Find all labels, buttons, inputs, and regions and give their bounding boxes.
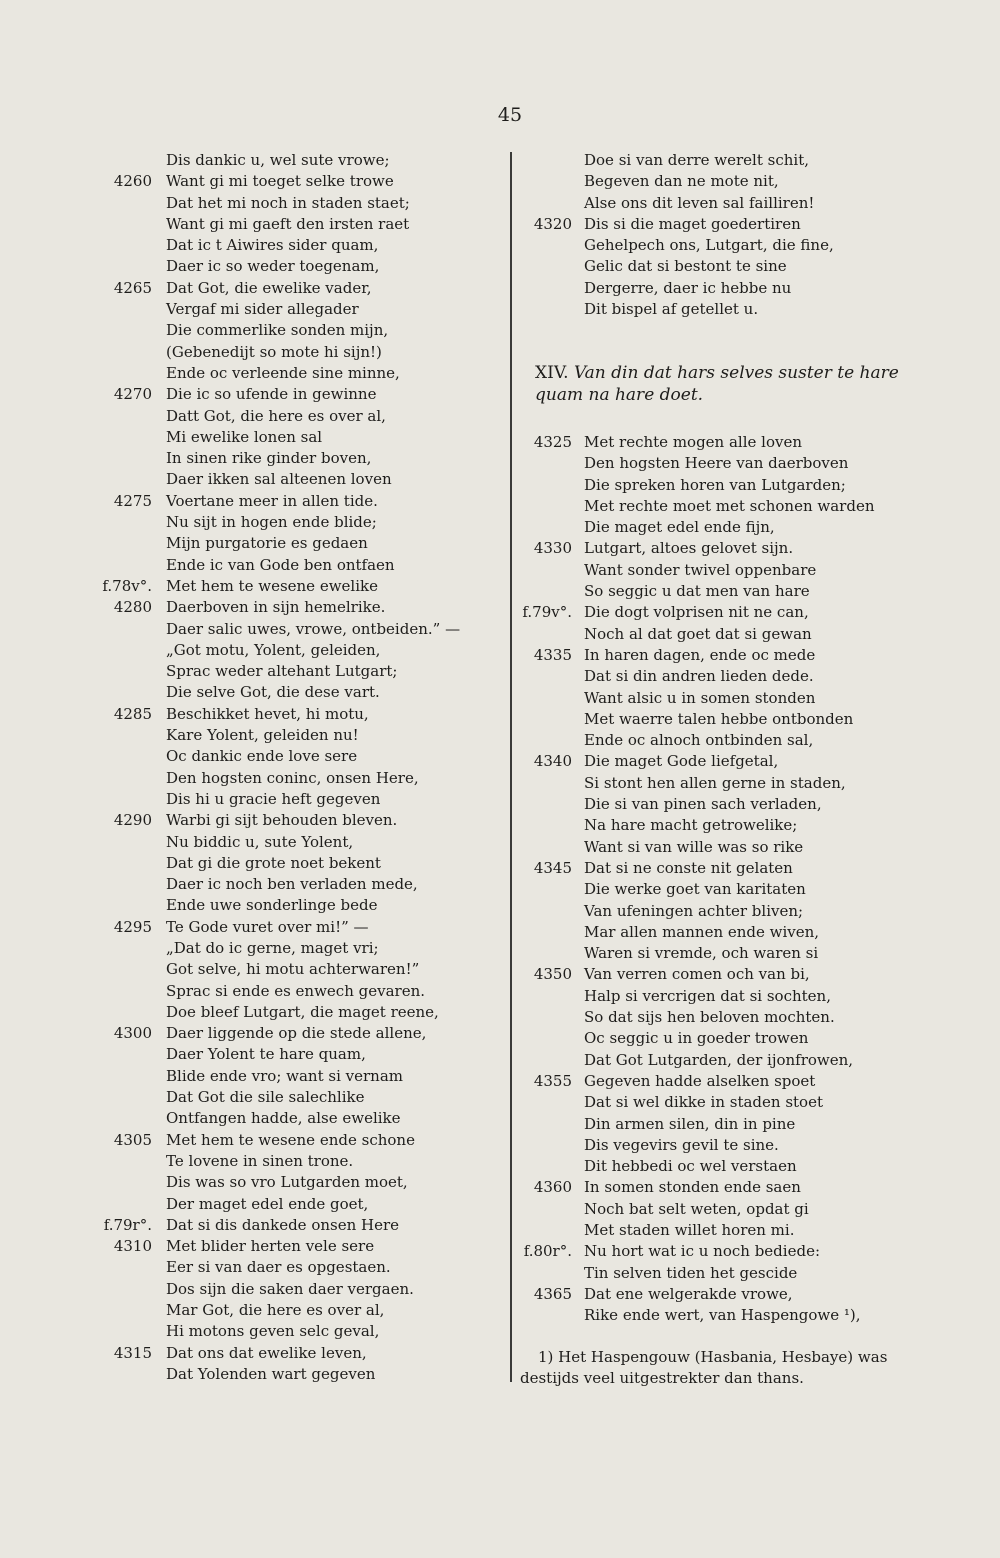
- verse-line: [520, 901, 920, 922]
- verse-text: Ende oc verleende sine minne,: [166, 363, 400, 382]
- verse-line: [100, 469, 490, 490]
- line-number: 4280: [113, 598, 152, 617]
- verse-line: [100, 1066, 490, 1087]
- verse-text: Met blider herten vele sere: [166, 1237, 375, 1256]
- verse-text: Dergerre, daer ic hebbe nu: [584, 278, 792, 297]
- verse-text: Dis hi u gracie heft gegeven: [166, 789, 381, 808]
- verse-line: [520, 1071, 920, 1092]
- verse-line: [520, 517, 920, 538]
- verse-text: Dat ic t Aiwires sider quam,: [166, 236, 379, 255]
- verse-text: Die spreken horen van Lutgarden;: [584, 475, 846, 494]
- verse-line: [100, 810, 490, 831]
- verse-line: [520, 688, 920, 709]
- verse-line: [100, 1300, 490, 1321]
- verse-text: Dit bispel af getellet u.: [584, 300, 759, 319]
- verse-line: [520, 837, 920, 858]
- verse-line: [100, 491, 490, 512]
- verse-text: Met hem te wesene ewelike: [166, 576, 378, 595]
- line-number: 4360: [533, 1178, 572, 1197]
- verse-line: [100, 150, 490, 171]
- verse-text: Blide ende vro; want si vernam: [166, 1066, 403, 1085]
- verse-line: [100, 938, 490, 959]
- verse-text: Oc dankic ende love sere: [166, 747, 358, 766]
- line-number: 4345: [533, 858, 572, 877]
- verse-text: Met waerre talen hebbe ontbonden: [584, 709, 854, 728]
- verse-line: [520, 602, 920, 623]
- verse-line: [100, 448, 490, 469]
- verse-text: Doe bleef Lutgart, die maget reene,: [166, 1002, 439, 1021]
- verse-text: Die si van pinen sach verladen,: [584, 795, 822, 814]
- verse-text: In haren dagen, ende oc mede: [584, 645, 816, 664]
- verse-text: Begeven dan ne mote nit,: [584, 172, 779, 191]
- verse-text: Den hogsten coninc, onsen Here,: [166, 768, 419, 787]
- verse-text: Want gi mi gaeft den irsten raet: [166, 214, 410, 233]
- verse-text: (Gebenedijt so mote hi sijn!): [166, 342, 382, 361]
- verse-line: [520, 475, 920, 496]
- verse-line: [520, 496, 920, 517]
- verse-line: [520, 794, 920, 815]
- line-number: 4320: [533, 214, 572, 233]
- line-number: 4300: [113, 1024, 152, 1043]
- verse-text: Daer ic so weder toegenam,: [166, 257, 380, 276]
- line-number: 4330: [533, 539, 572, 558]
- verse-line: [100, 1130, 490, 1151]
- verse-text: So dat sijs hen beloven mochten.: [584, 1008, 835, 1027]
- verse-text: Want alsic u in somen stonden: [584, 688, 816, 707]
- verse-text: Dat het mi noch in staden staet;: [166, 193, 410, 212]
- verse-text: Mijn purgatorie es gedaen: [166, 534, 368, 553]
- verse-line: [520, 453, 920, 474]
- verse-line: [520, 751, 920, 772]
- verse-text: Met staden willet horen mi.: [584, 1220, 795, 1239]
- verse-text: Dis was so vro Lutgarden moet,: [166, 1173, 408, 1192]
- verse-line: [520, 666, 920, 687]
- verse-line: [100, 1044, 490, 1065]
- verse-text: Dat Yolenden wart gegeven: [166, 1364, 376, 1383]
- verse-line: [520, 986, 920, 1007]
- verse-text: Met hem te wesene ende schone: [166, 1130, 415, 1149]
- verse-line: [100, 193, 490, 214]
- verse-text: Dat ons dat ewelike leven,: [166, 1343, 367, 1362]
- verse-text: Die dogt volprisen nit ne can,: [584, 603, 809, 622]
- verse-line: [100, 1172, 490, 1193]
- verse-line: [520, 193, 920, 214]
- verse-line: [520, 943, 920, 964]
- verse-line: [100, 981, 490, 1002]
- verse-text: Nu sijt in hogen ende blide;: [166, 513, 377, 532]
- verse-text: Met rechte moet met schonen warden: [584, 496, 875, 515]
- verse-line: [520, 1007, 920, 1028]
- verse-line: [520, 1284, 920, 1305]
- verse-text: Gegeven hadde alselken spoet: [584, 1071, 816, 1090]
- verse-line: [100, 640, 490, 661]
- verse-text: Alse ons dit leven sal failliren!: [584, 193, 815, 212]
- verse-text: Gehelpech ons, Lutgart, die fine,: [584, 236, 834, 255]
- verse-line: [100, 704, 490, 725]
- verse-line: [100, 1151, 490, 1172]
- verse-line: [100, 256, 490, 277]
- verse-line: [100, 1257, 490, 1278]
- verse-text: Dos sijn die saken daer vergaen.: [166, 1279, 414, 1298]
- verse-text: Te Gode vuret over mi!” —: [166, 917, 369, 936]
- line-number: 4355: [533, 1071, 572, 1090]
- verse-text: Die ic so ufende in gewinne: [166, 385, 377, 404]
- verse-line: [520, 964, 920, 985]
- verse-line: [100, 342, 490, 363]
- verse-line: [520, 1114, 920, 1135]
- verse-line: [100, 1194, 490, 1215]
- verse-line: [520, 1220, 920, 1241]
- verse-line: [520, 879, 920, 900]
- verse-text: Dat si wel dikke in staden stoet: [584, 1093, 823, 1112]
- verse-text: Din armen silen, din in pine: [584, 1114, 796, 1133]
- verse-line: [520, 645, 920, 666]
- verse-text: Warbi gi sijt behouden bleven.: [166, 811, 398, 830]
- verse-line: [100, 1215, 490, 1236]
- verse-text: Daer Yolent te hare quam,: [166, 1045, 366, 1064]
- verse-text: Voertane meer in allen tide.: [166, 491, 378, 510]
- verse-text: Noch al dat goet dat si gewan: [584, 624, 812, 643]
- verse-line: [100, 1364, 490, 1385]
- section-numeral: XIV.: [535, 363, 569, 383]
- verse-text: Na hare macht getrowelike;: [584, 816, 798, 835]
- verse-text: Hi motons geven selc geval,: [166, 1322, 380, 1341]
- verse-text: Kare Yolent, geleiden nu!: [166, 726, 359, 745]
- verse-text: Die maget Gode liefgetal,: [584, 752, 779, 771]
- page-number: 45: [497, 104, 523, 126]
- verse-line: [520, 624, 920, 645]
- verse-line: [100, 874, 490, 895]
- verse-line: [100, 895, 490, 916]
- verse-line: [100, 1236, 490, 1257]
- verse-line: [100, 619, 490, 640]
- verse-line: [520, 1177, 920, 1198]
- verse-line: [520, 922, 920, 943]
- verse-text: Noch bat selt weten, opdat gi: [584, 1199, 809, 1218]
- right-verse-column-bottom: [520, 432, 920, 1326]
- verse-line: [100, 1279, 490, 1300]
- verse-text: Dat Got Lutgarden, der ijonfrowen,: [584, 1050, 854, 1069]
- verse-line: [100, 725, 490, 746]
- verse-line: [520, 1050, 920, 1071]
- verse-text: Den hogsten Heere van daerboven: [584, 454, 849, 473]
- verse-text: Dat si dis dankede onsen Here: [166, 1215, 400, 1234]
- verse-line: [520, 581, 920, 602]
- section-title: Van din dat hars selves suster te hare quam na hare doet.: [535, 363, 899, 405]
- verse-text: Got selve, hi motu achterwaren!”: [166, 960, 420, 979]
- verse-text: Mi ewelike lonen sal: [166, 427, 323, 446]
- line-number: 4260: [113, 172, 152, 191]
- verse-line: [100, 789, 490, 810]
- verse-text: Dat Got die sile salechlike: [166, 1088, 365, 1107]
- line-number: 4350: [533, 965, 572, 984]
- verse-text: Datt Got, die here es over al,: [166, 406, 386, 425]
- verse-text: Halp si vercrigen dat si sochten,: [584, 986, 831, 1005]
- verse-text: Daer ic noch ben verladen mede,: [166, 875, 418, 894]
- verse-text: Sprac si ende es enwech gevaren.: [166, 981, 426, 1000]
- verse-text: Ontfangen hadde, alse ewelike: [166, 1109, 401, 1128]
- verse-text: Dis vegevirs gevil te sine.: [584, 1135, 779, 1154]
- line-number: f.79r°.: [103, 1215, 152, 1234]
- line-number: 4265: [113, 278, 152, 297]
- verse-line: [100, 1321, 490, 1342]
- verse-text: Daer liggende op die stede allene,: [166, 1024, 427, 1043]
- line-number: 4310: [113, 1237, 152, 1256]
- verse-text: Mar allen mannen ende wiven,: [584, 922, 820, 941]
- line-number: 4325: [533, 433, 572, 451]
- verse-text: Dat Got, die ewelike vader,: [166, 278, 372, 297]
- line-number: 4340: [533, 752, 572, 771]
- verse-line: [520, 1092, 920, 1113]
- verse-line: [100, 235, 490, 256]
- line-number: 4295: [113, 917, 152, 936]
- verse-line: [520, 150, 920, 171]
- verse-text: Nu biddic u, sute Yolent,: [166, 832, 354, 851]
- verse-line: [100, 406, 490, 427]
- verse-line: [520, 1263, 920, 1284]
- footnote-line: destijds veel uitgestrekter dan thans.: [520, 1369, 804, 1387]
- verse-text: Gelic dat si bestont te sine: [584, 257, 787, 276]
- verse-line: [100, 959, 490, 980]
- verse-line: [100, 171, 490, 192]
- verse-text: Tin selven tiden het gescide: [584, 1263, 798, 1282]
- verse-line: [100, 832, 490, 853]
- verse-line: [520, 432, 920, 453]
- verse-text: Sprac weder altehant Lutgart;: [166, 662, 398, 681]
- right-verse-column-top: [520, 150, 920, 320]
- verse-line: [520, 709, 920, 730]
- verse-line: [520, 1156, 920, 1177]
- line-number: f.80r°.: [523, 1242, 572, 1261]
- line-number: 4285: [113, 704, 152, 723]
- verse-text: Daerboven in sijn hemelrike.: [166, 598, 386, 617]
- verse-text: „Dat do ic gerne, maget vri;: [166, 938, 379, 957]
- verse-line: [100, 214, 490, 235]
- verse-text: Lutgart, altoes gelovet sijn.: [584, 539, 794, 558]
- verse-line: [100, 320, 490, 341]
- verse-line: [100, 682, 490, 703]
- verse-text: Dat gi die grote noet bekent: [166, 853, 381, 872]
- verse-text: Die commerlike sonden mijn,: [166, 321, 389, 340]
- verse-text: Si stont hen allen gerne in staden,: [584, 773, 846, 792]
- verse-line: [520, 730, 920, 751]
- verse-line: [520, 858, 920, 879]
- verse-text: Want gi mi toeget selke trowe: [166, 172, 394, 191]
- verse-text: Mar Got, die here es over al,: [166, 1301, 385, 1320]
- verse-text: Die werke goet van karitaten: [584, 880, 806, 899]
- verse-line: [100, 597, 490, 618]
- verse-text: In somen stonden ende saen: [584, 1178, 801, 1197]
- verse-text: Daer salic uwes, vrowe, ontbeiden.” —: [166, 619, 461, 638]
- verse-line: [100, 1002, 490, 1023]
- section-heading: [535, 362, 905, 406]
- verse-line: [100, 1023, 490, 1044]
- verse-text: Met rechte mogen alle loven: [584, 433, 802, 451]
- verse-line: [520, 299, 920, 320]
- verse-text: Rike ende wert, van Haspengowe ¹),: [584, 1306, 861, 1325]
- verse-text: Van ufeningen achter bliven;: [584, 901, 804, 920]
- verse-text: Die maget edel ende fijn,: [584, 518, 775, 537]
- verse-text: Oc seggic u in goeder trowen: [584, 1029, 809, 1048]
- verse-line: [100, 576, 490, 597]
- verse-line: [520, 1135, 920, 1156]
- verse-text: Want si van wille was so rike: [584, 837, 804, 856]
- column-divider: [510, 152, 512, 1382]
- verse-text: Beschikket hevet, hi motu,: [166, 704, 369, 723]
- verse-text: Ende oc alnoch ontbinden sal,: [584, 731, 814, 750]
- verse-line: [100, 278, 490, 299]
- verse-text: Ende uwe sonderlinge bede: [166, 896, 378, 915]
- verse-text: Want sonder twivel oppenbare: [584, 560, 817, 579]
- line-number: 4315: [113, 1343, 152, 1362]
- verse-line: [520, 560, 920, 581]
- verse-text: Dat ene welgerakde vrowe,: [584, 1284, 793, 1303]
- verse-line: [520, 1305, 920, 1326]
- verse-text: Daer ikken sal alteenen loven: [166, 470, 392, 489]
- verse-line: [100, 768, 490, 789]
- verse-line: [520, 1199, 920, 1220]
- line-number: 4305: [113, 1130, 152, 1149]
- verse-text: Van verren comen och van bi,: [584, 965, 810, 984]
- verse-line: [100, 746, 490, 767]
- line-number: 4365: [533, 1284, 572, 1303]
- verse-text: Waren si vremde, och waren si: [584, 944, 819, 963]
- verse-text: Die selve Got, die dese vart.: [166, 683, 380, 702]
- verse-line: [100, 427, 490, 448]
- verse-line: [100, 917, 490, 938]
- verse-text: So seggic u dat men van hare: [584, 582, 810, 601]
- line-number: f.78v°.: [102, 576, 152, 595]
- footnote: [520, 1347, 900, 1389]
- verse-text: Dis si die maget goedertiren: [584, 214, 801, 233]
- verse-line: [520, 171, 920, 192]
- verse-line: [520, 235, 920, 256]
- verse-text: Dat si din andren lieden dede.: [584, 667, 814, 686]
- verse-text: Eer si van daer es opgestaen.: [166, 1258, 391, 1277]
- verse-line: [100, 661, 490, 682]
- verse-line: [100, 1343, 490, 1364]
- verse-line: [520, 1241, 920, 1262]
- line-number: f.79v°.: [522, 603, 572, 622]
- verse-line: [100, 853, 490, 874]
- verse-line: [520, 773, 920, 794]
- verse-text: Dat si ne conste nit gelaten: [584, 858, 793, 877]
- verse-line: [100, 533, 490, 554]
- verse-line: [100, 555, 490, 576]
- line-number: 4275: [113, 491, 152, 510]
- verse-line: [520, 538, 920, 559]
- verse-line: [520, 815, 920, 836]
- verse-text: Vergaf mi sider allegader: [166, 300, 359, 319]
- verse-line: [520, 256, 920, 277]
- verse-line: [100, 299, 490, 320]
- verse-text: Der maget edel ende goet,: [166, 1194, 369, 1213]
- left-verse-column: [100, 150, 490, 1385]
- verse-line: [100, 1087, 490, 1108]
- verse-text: „Got motu, Yolent, geleiden,: [166, 640, 381, 659]
- verse-line: [100, 1108, 490, 1129]
- verse-text: Doe si van derre werelt schit,: [584, 151, 809, 169]
- footnote-line: 1) Het Haspengouw (Hasbania, Hesbaye) was: [538, 1348, 888, 1366]
- line-number: 4335: [533, 645, 572, 664]
- verse-text: Ende ic van Gode ben ontfaen: [166, 555, 395, 574]
- line-number: 4290: [113, 811, 152, 830]
- verse-text: In sinen rike ginder boven,: [166, 449, 372, 468]
- verse-text: Dit hebbedi oc wel verstaen: [584, 1157, 797, 1176]
- line-number: 4270: [113, 385, 152, 404]
- verse-line: [100, 384, 490, 405]
- verse-text: Dis dankic u, wel sute vrowe;: [166, 151, 390, 169]
- verse-line: [520, 214, 920, 235]
- verse-text: Nu hort wat ic u noch bediede:: [584, 1242, 820, 1261]
- verse-line: [100, 363, 490, 384]
- verse-text: Te lovene in sinen trone.: [166, 1151, 354, 1170]
- verse-line: [520, 1028, 920, 1049]
- verse-line: [520, 278, 920, 299]
- verse-line: [100, 512, 490, 533]
